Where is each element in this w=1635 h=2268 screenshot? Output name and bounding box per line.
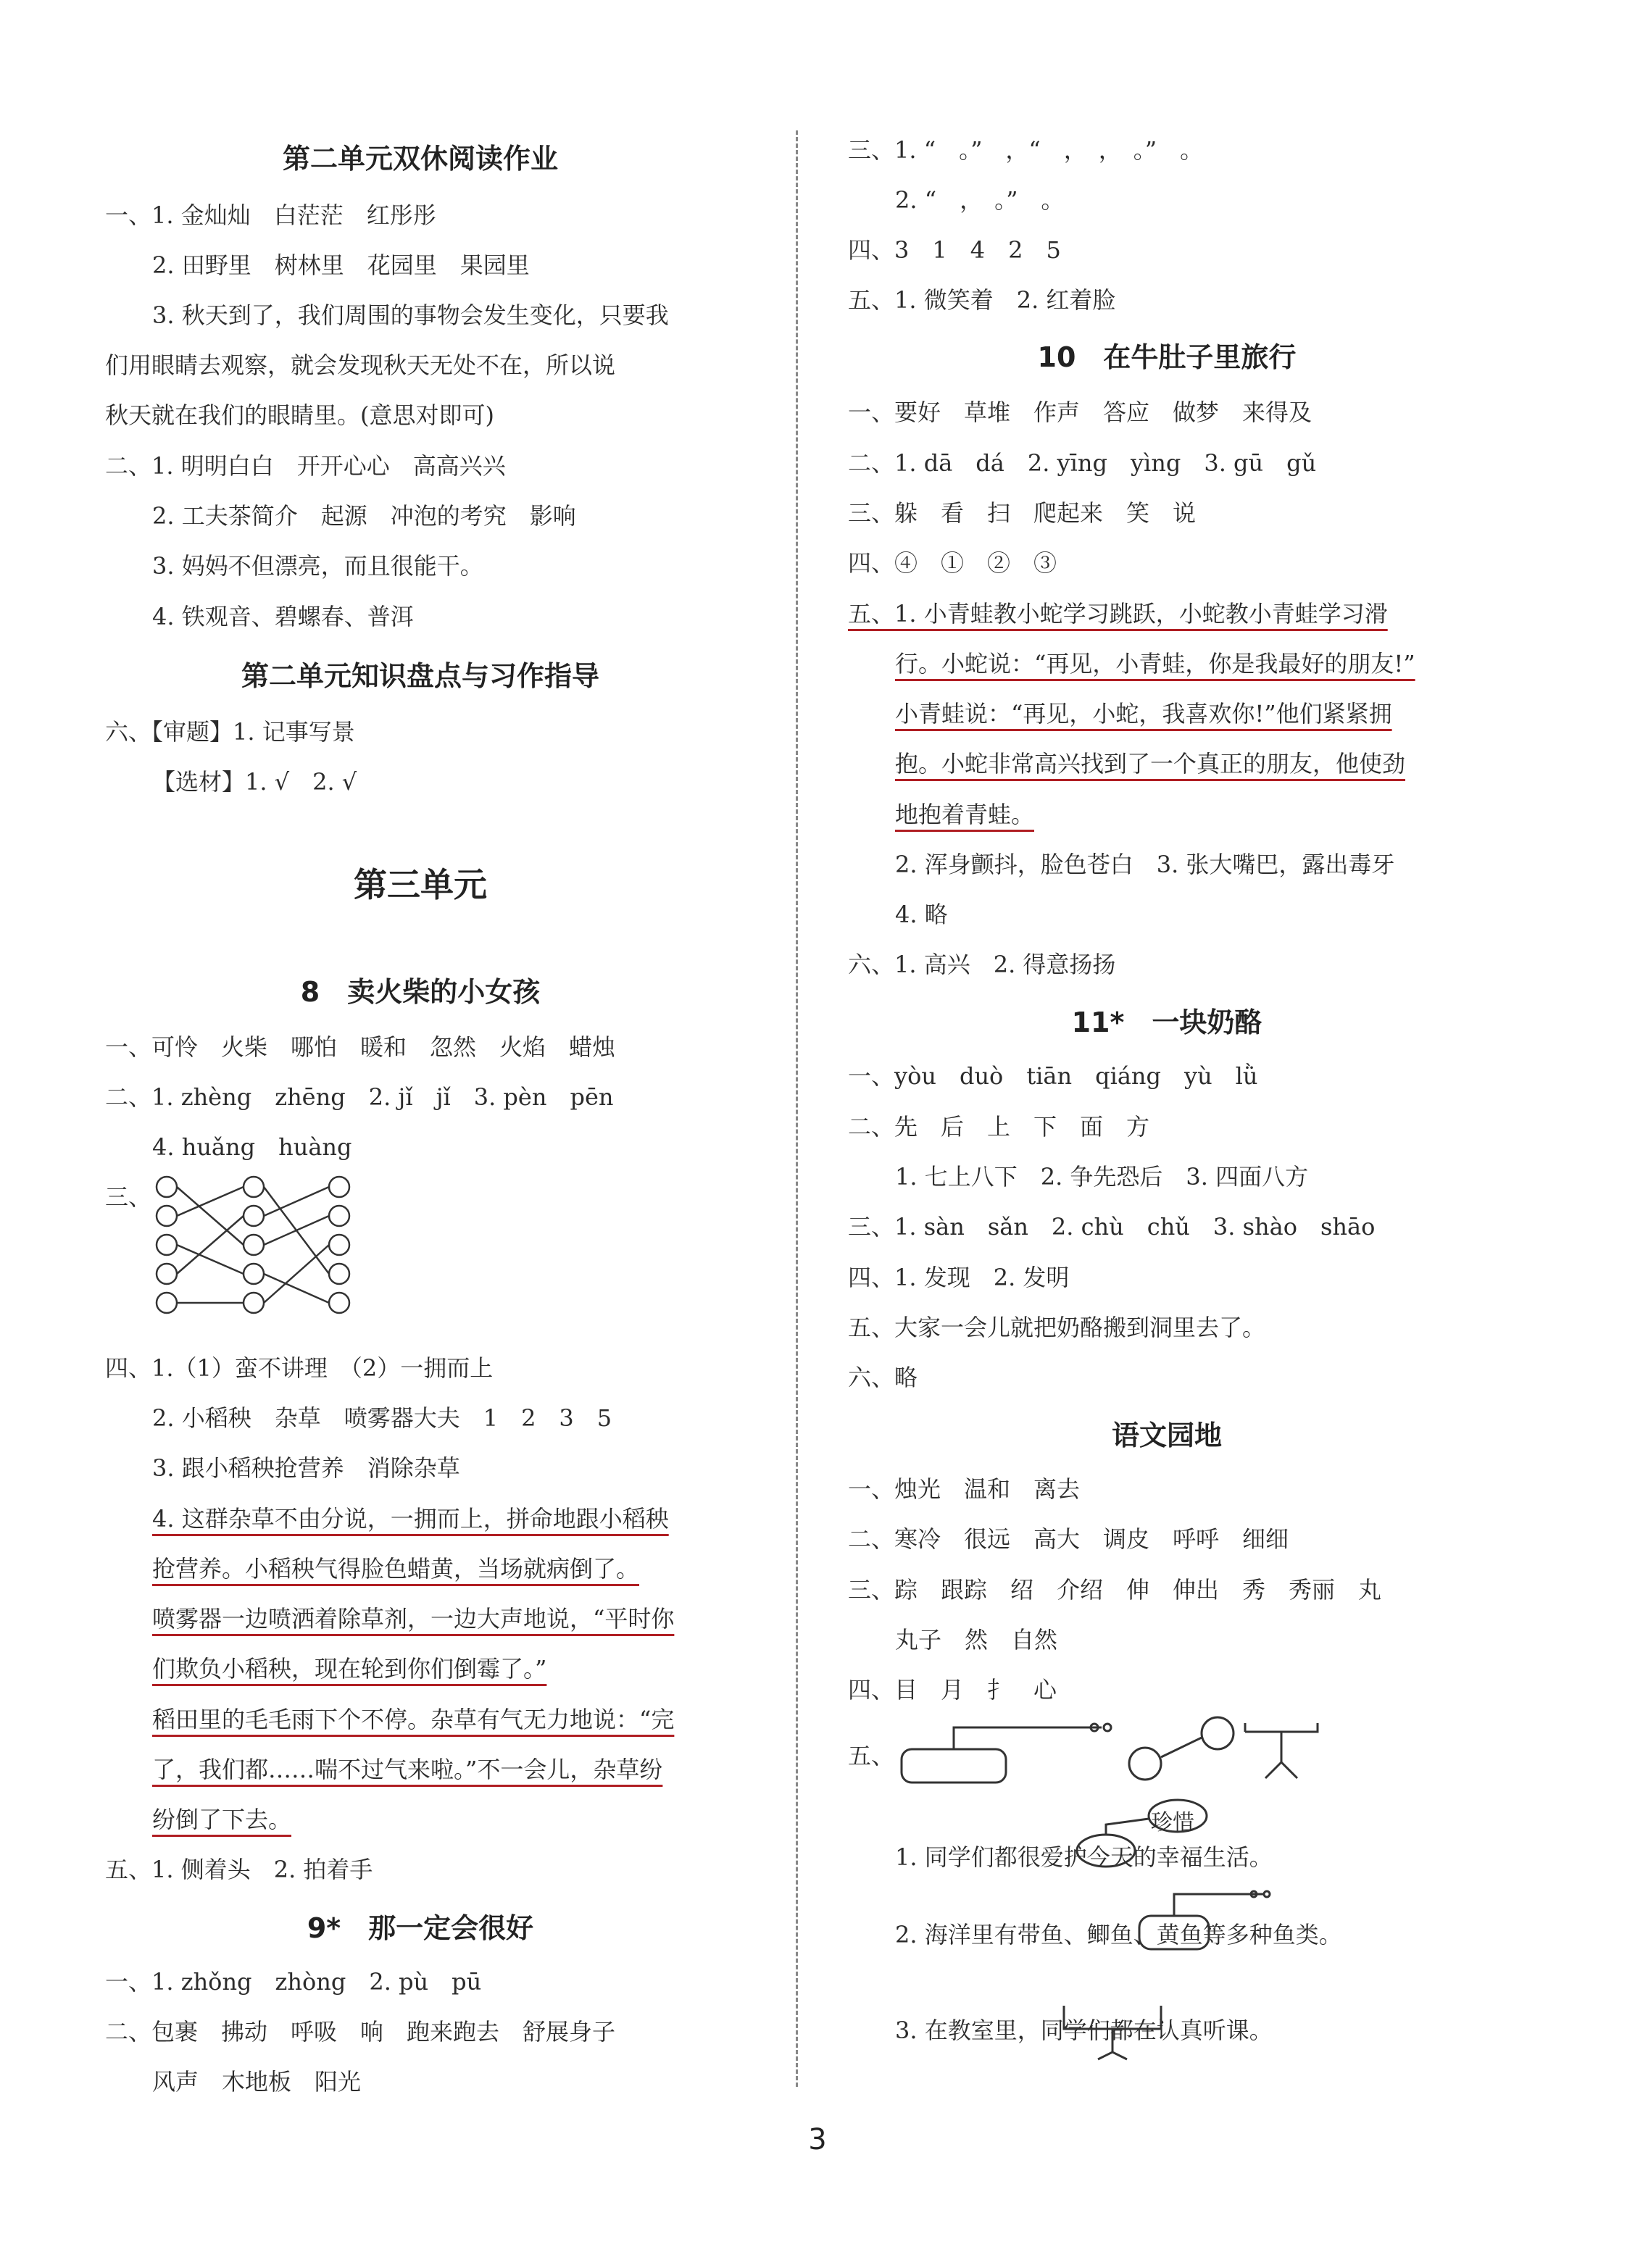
answer-line: 丸子 然 自然 (895, 1626, 1058, 1654)
answer-line: 4. 铁观音、碧螺春、普洱 (152, 603, 414, 630)
answer-line: 秋天就在我们的眼睛里。(意思对即可) (105, 401, 494, 429)
underlined-answer: 地抱着青蛙。 (895, 801, 1035, 828)
underlined-answer: 抢营养。小稻秧气得脸色蜡黄，当场就病倒了。 (152, 1555, 640, 1583)
answer-line: 一、1. zhǒng zhòng 2. pù pū (105, 1968, 482, 1996)
answer-line: 一、烛光 温和 离去 (848, 1475, 1081, 1503)
answer-line: 五、大家一会儿就把奶酪搬到洞里去了。 (848, 1314, 1266, 1341)
section-title-reading-homework: 第二单元双休阅读作业 (282, 143, 559, 175)
answer-line: 3. 跟小稻秧抢营养 消除杂草 (152, 1454, 460, 1482)
lesson-title-8: 8 卖火柴的小女孩 (300, 976, 541, 1008)
matching-diagram (145, 1174, 362, 1326)
underlined-answer: 纷倒了下去。 (152, 1806, 292, 1833)
answer-line: 2. “ ， 。” 。 (895, 186, 1065, 214)
section-title-language-garden: 语文园地 (1111, 1419, 1223, 1451)
underlined-answer: 抱。小蛇非常高兴找到了一个真正的朋友，他使劲 (895, 750, 1406, 777)
answer-line: 四、④ ① ② ③ (848, 549, 1057, 577)
delete-mark (1138, 1884, 1283, 1956)
answer-line: 三、1. “ 。” ，“ ， ， 。” 。 (848, 136, 1204, 164)
answer-line: 一、可怜 火柴 哪怕 暖和 忽然 火焰 蜡烛 (105, 1033, 616, 1061)
answer-line: 五、 (848, 1742, 895, 1769)
proofread-exercise-3: 3. 在教室里，同学们都在认真听课。 (895, 2017, 1273, 2044)
underlined-answer: 4. 这群杂草不由分说，一拥而上，拼命地跟小稻秧 (152, 1505, 669, 1533)
answer-line: 六、略 (848, 1364, 918, 1391)
page-number: 3 (808, 2123, 827, 2156)
answer-line: 4. 略 (895, 901, 948, 928)
underlined-answer: 喷雾器一边喷洒着除草剂，一边大声地说，“平时你 (152, 1605, 675, 1633)
answer-line: 二、包裹 拂动 呼吸 响 跑来跑去 舒展身子 (105, 2018, 616, 2046)
answer-line: 【选材】1. √ 2. √ (152, 768, 357, 796)
answer-line: 2. 小稻秧 杂草 喷雾器大夫 1 2 3 5 (152, 1404, 612, 1432)
underlined-answer: 五、1. 小青蛙教小蛇学习跳跃，小蛇教小青蛙学习滑 (848, 600, 1388, 628)
answer-line: 三、 (105, 1183, 152, 1211)
answer-line: 二、1. zhèng zhēng 2. jǐ jǐ 3. pèn pēn (105, 1083, 614, 1111)
answer-line: 六、1. 高兴 2. 得意扬扬 (848, 951, 1116, 978)
answer-line: 3. 秋天到了，我们周围的事物会发生变化，只要我 (152, 301, 669, 329)
lesson-title-10: 10 在牛肚子里旅行 (1037, 341, 1297, 373)
lesson-title-9: 9* 那一定会很好 (307, 1912, 534, 1944)
answer-line: 六、【审题】1. 记事写景 (105, 718, 355, 746)
answer-line: 四、1. 发现 2. 发明 (848, 1264, 1070, 1291)
underlined-answer: 小青蛙说：“再见，小蛇，我喜欢你!”他们紧紧拥 (895, 700, 1392, 727)
answer-line: 2. 工夫茶简介 起源 冲泡的考究 影响 (152, 502, 576, 530)
answer-line: 四、1.（1）蛮不讲理 （2）一拥而上 (105, 1354, 494, 1382)
answer-line: 一、要好 草堆 作声 答应 做梦 来得及 (848, 399, 1312, 426)
underlined-answer: 行。小蛇说：“再见，小青蛙，你是我最好的朋友!” (895, 650, 1415, 678)
answer-line: 五、1. 微笑着 2. 红着脸 (848, 286, 1116, 314)
answer-line: 三、踪 跟踪 绍 介绍 伸 伸出 秀 秀丽 丸 (848, 1576, 1382, 1604)
answer-line: 们用眼睛去观察，就会发现秋天无处不在，所以说 (105, 351, 616, 379)
answer-line: 风声 木地板 阳光 (152, 2068, 362, 2096)
lesson-title-11: 11* 一块奶酪 (1071, 1006, 1262, 1038)
underlined-answer: 了，我们都……喘不过气来啦。”不一会儿，杂草纷 (152, 1756, 663, 1783)
answer-line: 二、1. 明明白白 开开心心 高高兴兴 (105, 452, 506, 480)
proofread-exercise-1: 1. 同学们都很爱护今天的幸福生活。 (895, 1843, 1273, 1871)
proofread-exercise-2: 2. 海洋里有带鱼、鲫鱼、黄鱼等多种鱼类。 (895, 1921, 1342, 1948)
answer-line: 二、寒冷 很远 高大 调皮 呼呼 细细 (848, 1525, 1289, 1553)
answer-line: 4. huǎng huàng (152, 1133, 352, 1161)
answer-line: 三、1. sàn sǎn 2. chù chǔ 3. shào shāo (848, 1213, 1376, 1241)
answer-line: 五、1. 侧着头 2. 拍着手 (105, 1856, 373, 1883)
answer-line: 二、1. dā dá 2. yīng yìng 3. gū gǔ (848, 449, 1317, 477)
underlined-answer: 稻田里的毛毛雨下个不停。杂草有气无力地说：“完 (152, 1706, 675, 1733)
answer-line: 一、1. 金灿灿 白茫茫 红彤彤 (105, 201, 436, 229)
answer-line: 二、先 后 上 下 面 方 (848, 1113, 1150, 1141)
proofreading-symbols (899, 1717, 1334, 1797)
answer-line: 1. 七上八下 2. 争先恐后 3. 四面八方 (895, 1163, 1309, 1191)
answer-line: 2. 田野里 树林里 花园里 果园里 (152, 251, 530, 279)
answer-line: 一、yòu duò tiān qiáng yù lǜ (848, 1062, 1258, 1090)
section-title-knowledge-review: 第二单元知识盘点与习作指导 (241, 660, 600, 692)
answer-line: 四、3 1 4 2 5 (848, 236, 1061, 264)
answer-line: 三、躲 看 扫 爬起来 笑 说 (848, 499, 1197, 527)
inserted-word: 珍惜 (1151, 1810, 1194, 1835)
underlined-answer: 们欺负小稻秧，现在轮到你们倒霉了。” (152, 1655, 547, 1683)
answer-line: 2. 浑身颤抖，脸色苍白 3. 张大嘴巴，露出毒牙 (895, 851, 1395, 878)
answer-line: 四、目 月 扌 心 (848, 1676, 1057, 1704)
column-divider (796, 130, 798, 2087)
answer-line: 3. 妈妈不但漂亮，而且很能干。 (152, 552, 483, 580)
transpose-mark (1058, 1993, 1167, 2072)
unit-title: 第三单元 (354, 865, 487, 904)
